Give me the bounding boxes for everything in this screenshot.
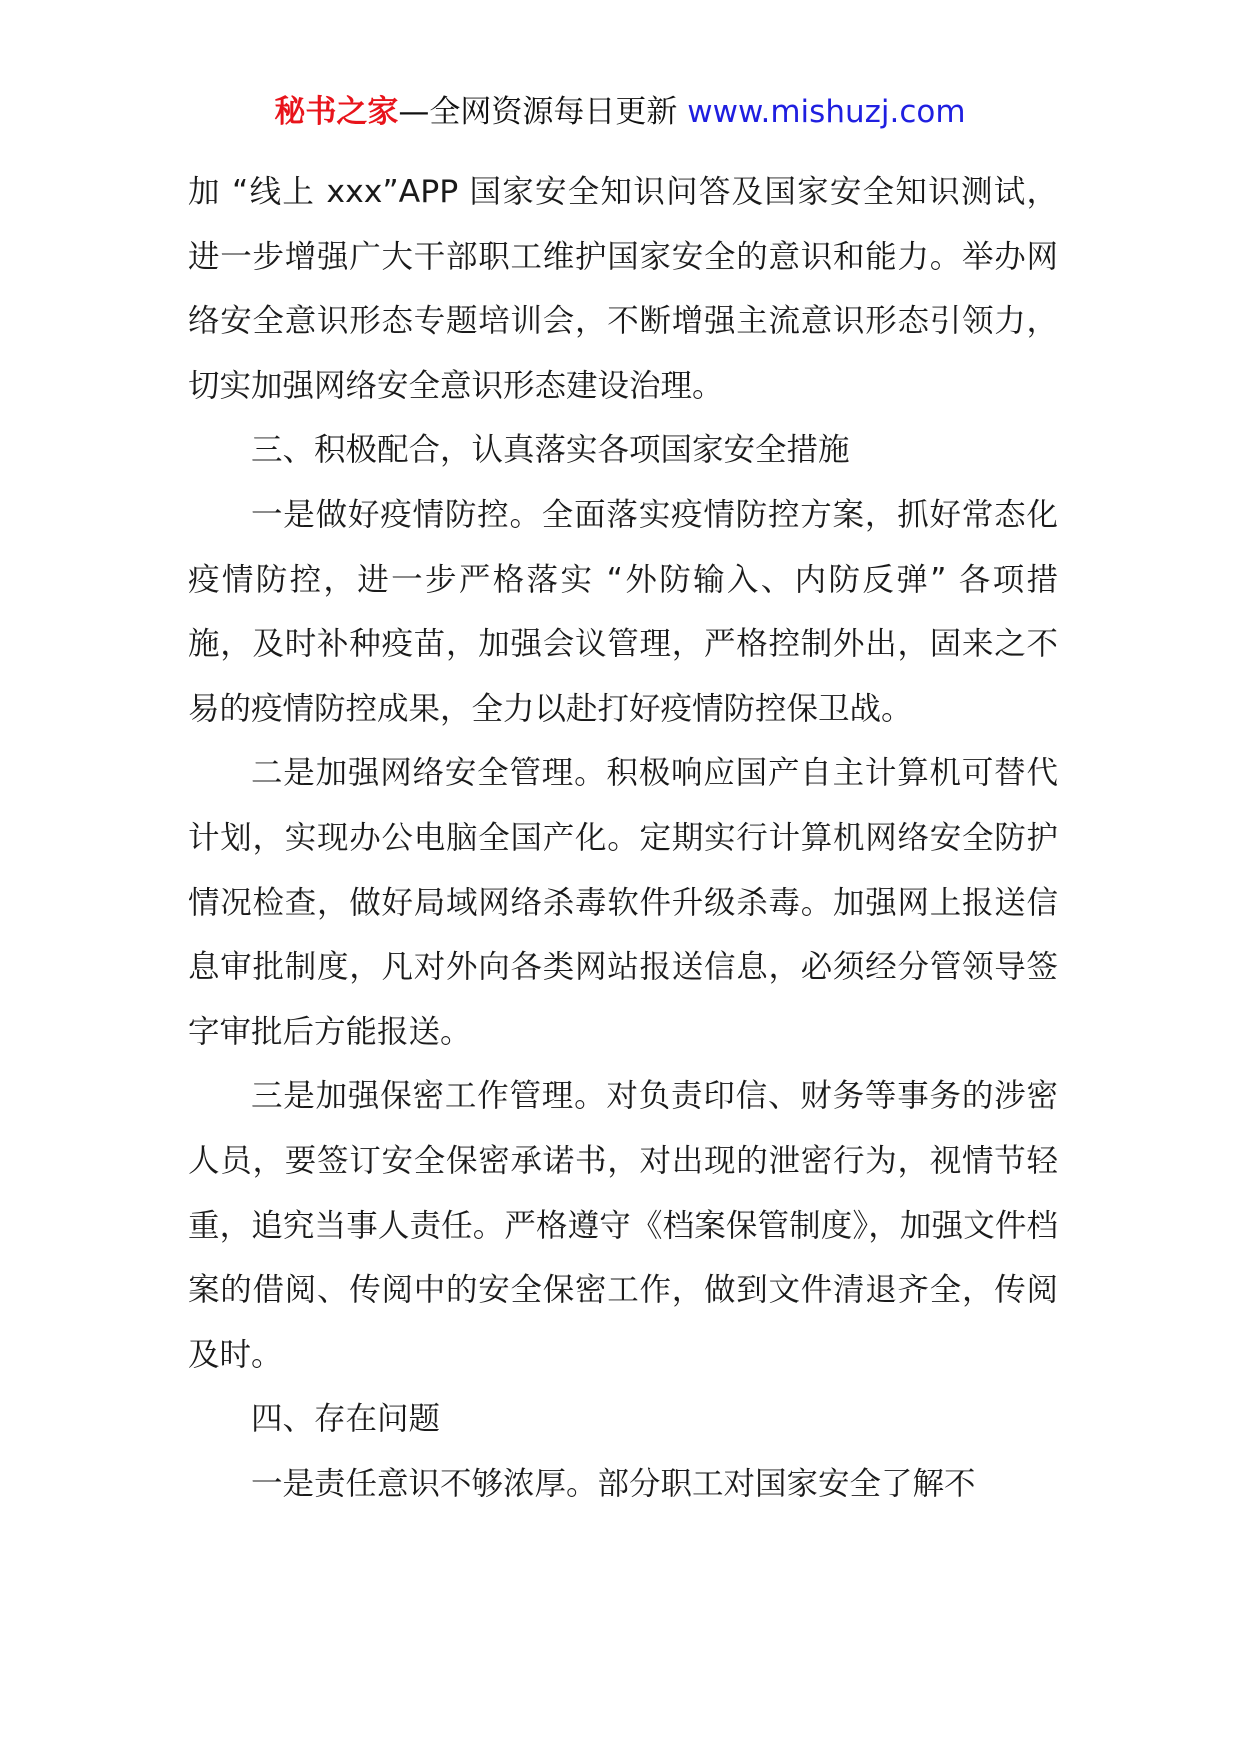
paragraph-epidemic-control: 一是做好疫情防控。全面落实疫情防控方案，抓好常态化疫情防控，进一步严格落实 “外防输入、内防反弹” 各项措施，及时补种疫苗，加强会议管理，严格控制外出，固来之不易的疫情防控成果，全力以赴打好疫情防控保卫战。	[188, 496, 1058, 727]
section-heading-3: 三、积极配合，认真落实各项国家安全措施	[251, 432, 850, 469]
site-header	[0, 92, 1240, 132]
paragraph-confidentiality: 三是加强保密工作管理。对负责印信、财务等事务的涉密人员，要签订安全保密承诺书，对出现的泄密行为，视情节轻重，追究当事人责任。严格遵守《档案保管制度》，加强文件档案的借阅、传阅中的安全保密工作，做到文件清退齐全，传阅及时。	[188, 1078, 1058, 1373]
site-tagline: —全网资源每日更新	[398, 94, 688, 130]
paragraph-responsibility: 一是责任意识不够浓厚。部分职工对国家安全了解不	[251, 1465, 976, 1502]
paragraph-continuation: 加 “线上 xxx”APP 国家安全知识问答及国家安全知识测试，进一步增强广大干部职工维护国家安全的意识和能力。举办网络安全意识形态专题培训会，不断增强主流意识形态引领力，切实加强网络安全意识形态建设治理。	[188, 174, 1058, 404]
site-url[interactable]: www.mishuzj.com	[687, 94, 966, 130]
section-heading-4: 四、存在问题	[251, 1401, 441, 1438]
brand-name: 秘书之家	[274, 94, 399, 130]
document-body	[188, 160, 1058, 1516]
paragraph-network-security: 二是加强网络安全管理。积极响应国产自主计算机可替代计划，实现办公电脑全国产化。定期实行计算机网络安全防护情况检查，做好局域网络杀毒软件升级杀毒。加强网上报送信息审批制度，凡对外向各类网站报送信息，必须经分管领导签字审批后方能报送。	[188, 755, 1058, 1050]
